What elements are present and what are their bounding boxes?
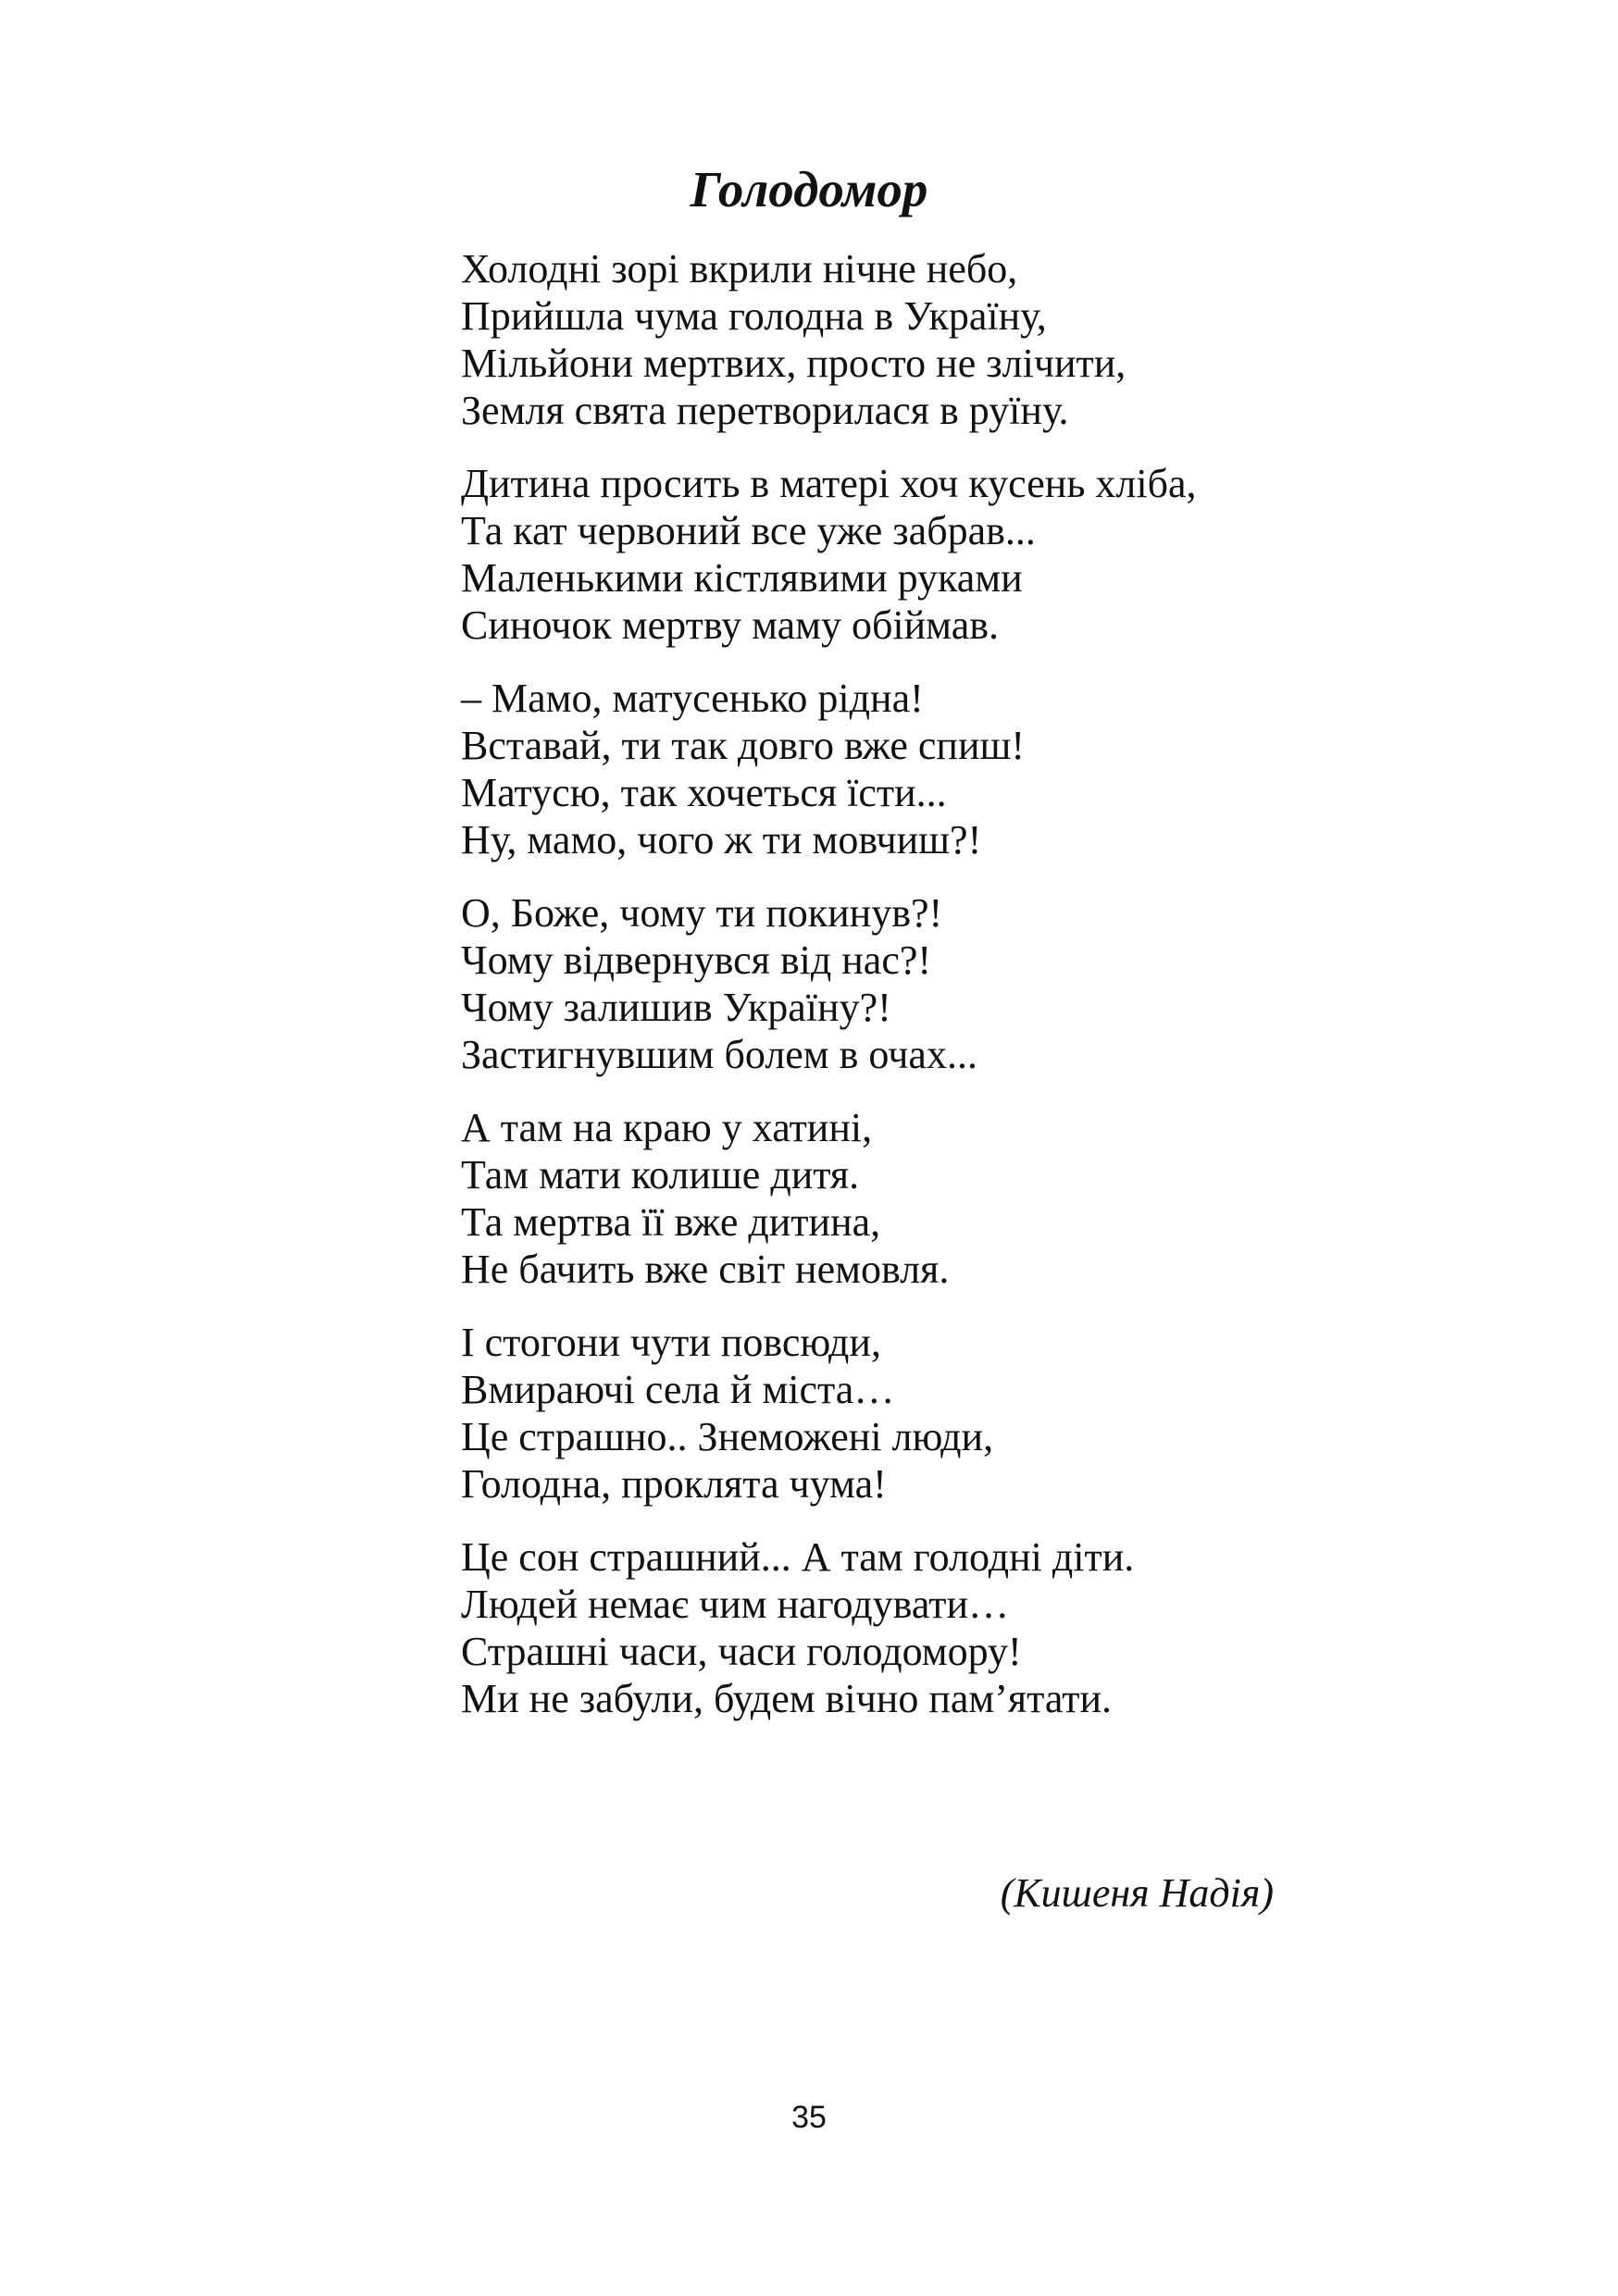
author-signature: (Кишеня Надія)	[1000, 1870, 1274, 1916]
poem-line: Це страшно.. Знеможені люди,	[461, 1414, 994, 1459]
poem-body	[461, 245, 1387, 1748]
poem-line: Дитина просить в матері хоч кусень хліба,	[461, 461, 1197, 506]
poem-line: Вмираючі села й міста…	[461, 1367, 895, 1412]
stanza	[461, 1319, 1387, 1508]
poem-line: Страшні часи, часи голодомору!	[461, 1629, 1022, 1674]
poem-line: Синочок мертву маму обіймав.	[461, 602, 1000, 648]
poem-line: Та кат червоний все уже забрав...	[461, 508, 1036, 553]
poem-line: Застигнувшим болем в очах...	[461, 1032, 977, 1077]
poem-line: Та мертва її вже дитина,	[461, 1199, 881, 1245]
poem-line: Маленькими кістлявими руками	[461, 555, 1023, 601]
poem-line: Холодні зорі вкрили нічне небо,	[461, 246, 1018, 292]
stanza	[461, 245, 1387, 434]
stanza	[461, 675, 1387, 863]
poem-line: О, Боже, чому ти покинув?!	[461, 890, 943, 936]
stanza	[461, 1533, 1387, 1722]
poem-line: Людей немає чим нагодувати…	[461, 1582, 1010, 1627]
poem-line: Ми не забули, будем вічно пам’ятати.	[461, 1676, 1113, 1721]
poem-line: – Мамо, матусенько рідна!	[461, 676, 924, 721]
page-number: 35	[791, 2100, 827, 2135]
poem-line: Матусю, так хочеться їсти...	[461, 770, 947, 815]
stanza	[461, 460, 1387, 649]
stanza	[461, 889, 1387, 1078]
poem-line: Прийшла чума голодна в Україну,	[461, 293, 1047, 339]
poem-line: Голодна, проклята чума!	[461, 1461, 887, 1507]
poem-title: Голодомор	[690, 161, 928, 217]
poem-line: Земля свята перетворилася в руїну.	[461, 388, 1069, 433]
poem-line: Це сон страшний... А там голодні діти.	[461, 1534, 1135, 1580]
poem-line: Чому відвернувся від нас?!	[461, 937, 932, 983]
stanza	[461, 1104, 1387, 1293]
poem-line: Вставай, ти так довго вже спиш!	[461, 723, 1026, 768]
poem-line: І стогони чути повсюди,	[461, 1320, 881, 1365]
poem-line: Там мати колише дитя.	[461, 1152, 860, 1198]
poem-line: Ну, мамо, чого ж ти мовчиш?!	[461, 817, 982, 863]
poem-line: Чому залишив Україну?!	[461, 985, 891, 1030]
poem-line: Мільйони мертвих, просто не злічити,	[461, 341, 1126, 386]
poem-line: Не бачить вже світ немовля.	[461, 1247, 950, 1292]
poem-line: А там на краю у хатині,	[461, 1105, 873, 1150]
